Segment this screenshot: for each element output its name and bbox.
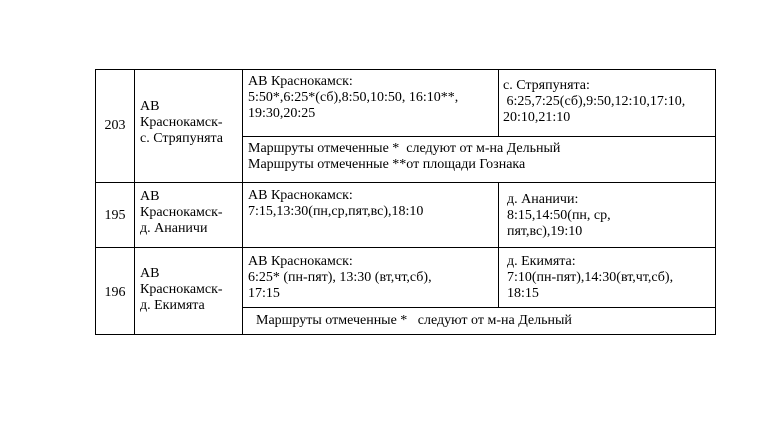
departure-header: АВ Краснокамск: (248, 254, 353, 269)
departure-times: 8:15,14:50(пн, ср, (507, 208, 611, 223)
route-name (140, 189, 223, 237)
departure-header: д. Ананичи: (507, 192, 579, 207)
departure-times: пят,вс),19:10 (507, 224, 583, 239)
departure-times: 6:25,7:25(сб),9:50,12:10,17:10, (503, 94, 686, 109)
column-divider-number (134, 69, 135, 335)
departure-times: 7:15,13:30(пн,ср,пят,вс),18:10 (248, 204, 424, 219)
note-line: Маршруты отмеченные * следуют от м-на Дельный (256, 313, 572, 328)
departure-times: 20:10,21:10 (503, 110, 571, 125)
departure-times: 7:10(пн-пят),14:30(вт,чт,сб), (507, 270, 674, 285)
departures-outbound (248, 188, 423, 220)
route-name-line: АВ (140, 189, 160, 204)
route-name-line: АВ (140, 266, 160, 281)
departure-header: АВ Краснокамск: (248, 74, 353, 89)
row-196-inner-divider (242, 307, 716, 308)
route-number: 196 (104, 285, 126, 300)
route-name-line: Краснокамск- (140, 282, 223, 297)
row-203-inner-divider (242, 136, 716, 137)
departure-header: с. Стряпунята: (503, 78, 590, 93)
route-notes (248, 141, 560, 173)
column-divider-name (242, 69, 243, 335)
route-number: 195 (104, 208, 126, 223)
departure-header: АВ Краснокамск: (248, 188, 353, 203)
row-divider-203-195 (95, 182, 716, 183)
route-name-line: Краснокамск- (140, 115, 223, 130)
departure-times: 18:15 (507, 286, 539, 301)
route-name (140, 266, 223, 314)
column-divider-times-203 (498, 69, 499, 136)
table-border-bottom (95, 334, 716, 335)
departure-times: 5:50*,6:25*(сб),8:50,10:50, 16:10**, (248, 90, 459, 105)
route-number: 203 (104, 118, 126, 133)
departure-times: 19:30,20:25 (248, 106, 316, 121)
note-line: Маршруты отмеченные **от площади Гознака (248, 157, 526, 172)
departure-times: 6:25* (пн-пят), 13:30 (вт,чт,сб), (248, 270, 432, 285)
note-line: Маршруты отмеченные * следуют от м-на Дельный (248, 141, 561, 156)
departures-outbound (248, 74, 458, 122)
column-divider-times-195 (498, 182, 499, 247)
row-divider-195-196 (95, 247, 716, 248)
route-name-line: д. Екимята (140, 298, 205, 313)
table-border-right (715, 69, 716, 335)
departures-return (507, 192, 611, 240)
column-divider-times-196 (498, 247, 499, 307)
route-name-line: АВ (140, 99, 160, 114)
departures-return (503, 78, 685, 126)
departure-times: 17:15 (248, 286, 280, 301)
route-notes (256, 313, 572, 329)
route-name-line: с. Стряпунята (140, 131, 224, 146)
departure-header: д. Екимята: (507, 254, 576, 269)
route-name (140, 99, 223, 147)
route-name-line: д. Ананичи (140, 221, 208, 236)
table-border-top (95, 69, 716, 70)
departures-return (507, 254, 673, 302)
departures-outbound (248, 254, 432, 302)
route-name-line: Краснокамск- (140, 205, 223, 220)
